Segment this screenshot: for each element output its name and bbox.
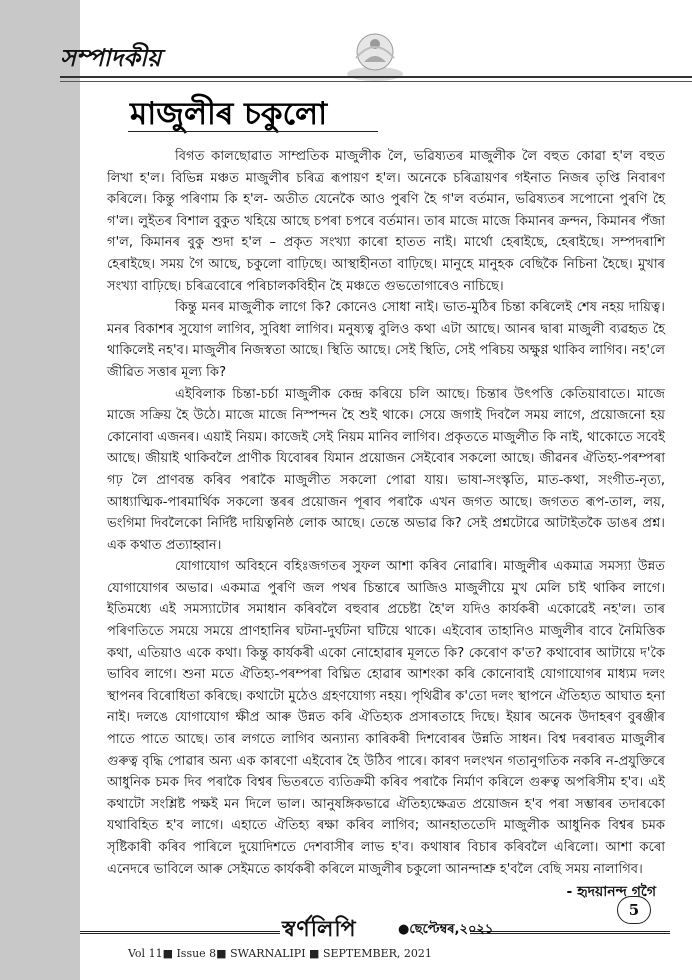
paragraph-1: বিগত কালছোৱাত সাম্প্ৰতিক মাজুলীক লৈ, ভৱিষ্যতৰ মাজুলীক লৈ বহুত কোৱা হ'ল বহুত লিখা হ'ল। বিভিন্ন মঞ্চত মাজুলীৰ চৰিত্ৰ ৰূপায়ণ হ'ল। অনেকে চৰিত্ৰায়ণৰ গইনাত নিজৰ তৃপ্তি নিবাৰণ কৰিলে। কিন্তু পৰিণাম কি হ'ল- অতীত যেনেকৈ আও পুৰণি হৈ গ'ল বৰ্তমান, ভৱিষ্যতৰ সপোনো পুৰণি হৈ গ'ল। লুইতৰ বিশাল বুকুত খহিয়ে আছে চপৰা চপৰে বৰ্তমান। তাৰ মাজে মাজে কিমানৰ ক্ৰন্দন, কিমানৰ পঁজা গ'ল, কিমানৰ বুকু শুদা হ'ল – প্ৰকৃত সংখ্যা কাৰো হাতত নাই। মাৰ্থো হেৰাইছে, হেৰাইছে। সম্পদৰাশি হেৰাইছে। সময় গৈ আছে, চকুলো বাঢ়িছে। আস্থাহীনতা বাঢ়িছে। মানুহে মানুহক বেছিকৈ নিচিনা হৈছে। মুখাৰ সংখ্যা বাঢ়িছে। চৰিত্ৰবোৰে পৰিচালকবিহীন হৈ মঞ্চতে গুভতোগাৰেও নাচিছে। [107,149,665,294]
article-body [107,146,665,880]
paragraph-3: এইবিলাক চিন্তা-চৰ্চা মাজুলীক কেন্দ্ৰ কৰিয়ে চলি আছে। চিন্তাৰ উৎপত্তি কেতিয়াবাতে। মাজে মাজে সক্ৰিয় হৈ উঠে। মাজে মাজে নিস্পন্দন হৈ শুই থাকে। সেয়ে জগাই দিবলৈ সময় লাগে, প্ৰয়োজনো হয় কোনোবা এজনৰ। এয়াই নিয়ম। কাজেই সেই নিয়ম মানিব লাগিব। প্ৰকৃততে মাজুলীত কি নাই, থাকোতে সবেই আছে। জীয়াই থাকিবলৈ প্ৰাণীক যিবোৰৰ যিমান প্ৰয়োজন সেইবোৰ সকলো আছে। জীৱনৰ ঐতিহ্য-পৰম্পৰা গঢ় লৈ প্ৰাণবন্ত কৰিব পৰাকৈ মাজুলীত সকলো পোৱা যায়। ভাষা-সংস্কৃতি, মাত-কথা, সংগীত-নৃত্য, আধ্যাত্মিক-পাৰমাৰ্থিক সকলো স্তৰৰ প্ৰয়োজন পূৰাব পৰাকৈ এখন জগত আছে। জগতত ৰূপ-তাল, লয়, ভংগিমা দিবলৈকো নিৰ্দিষ্ট দায়িত্বনিষ্ঠ লোক আছে। তেন্তে অভাৱ কি? সেই প্ৰশ্নটোৱে আটাইতকৈ ডাঙৰ প্ৰশ্ন। এক কথাত প্ৰত্যাহ্বান। [107,386,665,553]
header-rule [60,76,692,78]
header-rule-thin [60,81,692,82]
footer-rule-left [80,931,280,934]
paragraph-4: যোগাযোগ অবিহনে বহিঃজগতৰ সুফল আশা কৰিব নোৱাৰি। মাজুলীৰ একমাত্ৰ সমস্যা উন্নত যোগাযোগৰ অভাৱ। একমাত্ৰ পুৰণি জল পথৰ চিন্তাৰে আজিও মাজুলীয়ে মুখ মেলি চাই থাকিব লাগে। ইতিমধ্যে এই সমস্যাটোৰ সমাধান কৰিবলৈ বহুবাৰ প্ৰচেষ্টা হৈ'ল যদিও কাৰ্যকৰী একোৱেই নহ'ল। তাৰ পৰিণতিতে সময়ে সময়ে প্ৰাণহানিৰ ঘটনা-দুৰ্ঘটনা ঘটিয়ে থাকে। এইবোৰ তাহানিও মাজুলীৰ বাবে নৈমিত্তিক কথা, এতিয়াও একে কথা। কিন্তু কাৰ্যকৰী একো নোহোৱাৰ মূলতে কি? কেৰোণ ক'ত? কথাবোৰ আটায়ে দ'কৈ ভাবিব লাগে। শুনা মতে ঐতিহ্য-পৰম্পৰা বিঘ্নিত হোৱাৰ আশংকা কৰি কোনোবাই যোগাযোগৰ মাধ্যম দলং স্থাপনৰ বিৰোধিতা কৰিছে। কথাটো মুঠেও গ্ৰহণযোগ্য নহয়। পৃথিৱীৰ ক'তো দলং স্থাপনে ঐতিহ্যত আঘাত হনা নাই। দলঙে যোগাযোগ ক্ষীপ্ৰ আৰু উন্নত কৰি ঐতিহ্যক প্ৰসাৰতাহে দিছে। ইয়াৰ অনেক উদাহৰণ বুৰঞ্জীৰ পাতে পাতে আছে। তাৰ লগতে লাগিব অন্যান্য কাৰিকৰী দিশবোৰৰ উন্নতি সাধন। বিশ্ব দৰবাৰত মাজুলীৰ গুৰুত্ব বৃদ্ধি পোৱাৰ অন্য এক কাৰণো এইবোৰ হৈ উঠিব পাৰে। কাৰণ দলংখন গতানুগতিক নকৰি ন-প্ৰযুক্তিৰে আধুনিক চমক দিব পৰাকৈ বিশ্বৰ ভিতৰতে ব্যতিক্ৰমী কৰিব পৰাকৈ নিৰ্মাণ কৰিলে গুৰুত্ব অপৰিসীম হ'ব। এই কথাটো সংশ্লিষ্ট পক্ষই মন দিলে ভাল। আনুষঙ্গিকভাৱে ঐতিহ্যক্ষেত্ৰত প্ৰয়োজন হ'ব পৰা সম্ভাৰৰ তদাৰকো যথাবিহিত হ'ব লাগে। এহাতে ঐতিহ্য ৰক্ষা কৰিব লাগিব; আনহাততেদি মাজুলীক আধুনিক বিশ্বৰ চমক সৃষ্টিকাৰী কৰিব পাৰিলে দুয়োদিশতে দেশবাসীৰ লাভ হ'ব। কথাষাৰ বিচাৰ কৰিবলৈ এৰিলো। আশা কৰো এনেদৰে ভাবিলে আৰু সেইমতে কাৰ্যকৰী কৰিলে মাজুলীৰ চকুলো আনন্দাশ্ৰু হ'বলৈ বেছি সময় নালাগিব। [107,559,666,877]
title-underline [128,131,378,132]
footer-date: ●ছেপ্টেম্বৰ,২০২১ [398,922,494,937]
page-number: 5 [617,896,651,924]
section-title: সম্পাদকীয় [60,43,162,72]
section-header [60,34,692,80]
author-signature: - হৃদয়ানন্দ গগৈ [566,884,656,900]
article-title: মাজুলীৰ চকুলো [130,96,328,132]
footer-rule-right [470,931,670,934]
footer-meta: Vol 11■ Issue 8■ SWARNALIPI ■ SEPTEMBER, 2021 [128,947,432,960]
footer-brand: স্বৰ্ণলিপি [282,917,357,942]
paragraph-2: কিন্তু মনৰ মাজুলীক লাগে কি? কোনেও সোধা নাই। ভাত-মুঠিৰ চিন্তা কৰিলেই শেষ নহয় দায়িত্ব। মনৰ বিকাশৰ সুযোগ লাগিব, সুবিধা লাগিব। মনুষ্যত্ব বুলিও কথা এটা আছে। আনৰ দ্বাৰা মাজুলী ব্যৱহৃত হৈ থাকিলেই নহ'ব। মাজুলীৰ নিজস্বতা আছে। স্থিতি আছে। সেই স্থিতি, সেই পৰিচয় অক্ষুণ্ণ থাকিব লাগিব। নহ'লে জীৱিত সত্তাৰ মূল্য কি? [107,300,665,380]
left-margin-strip [0,0,80,980]
